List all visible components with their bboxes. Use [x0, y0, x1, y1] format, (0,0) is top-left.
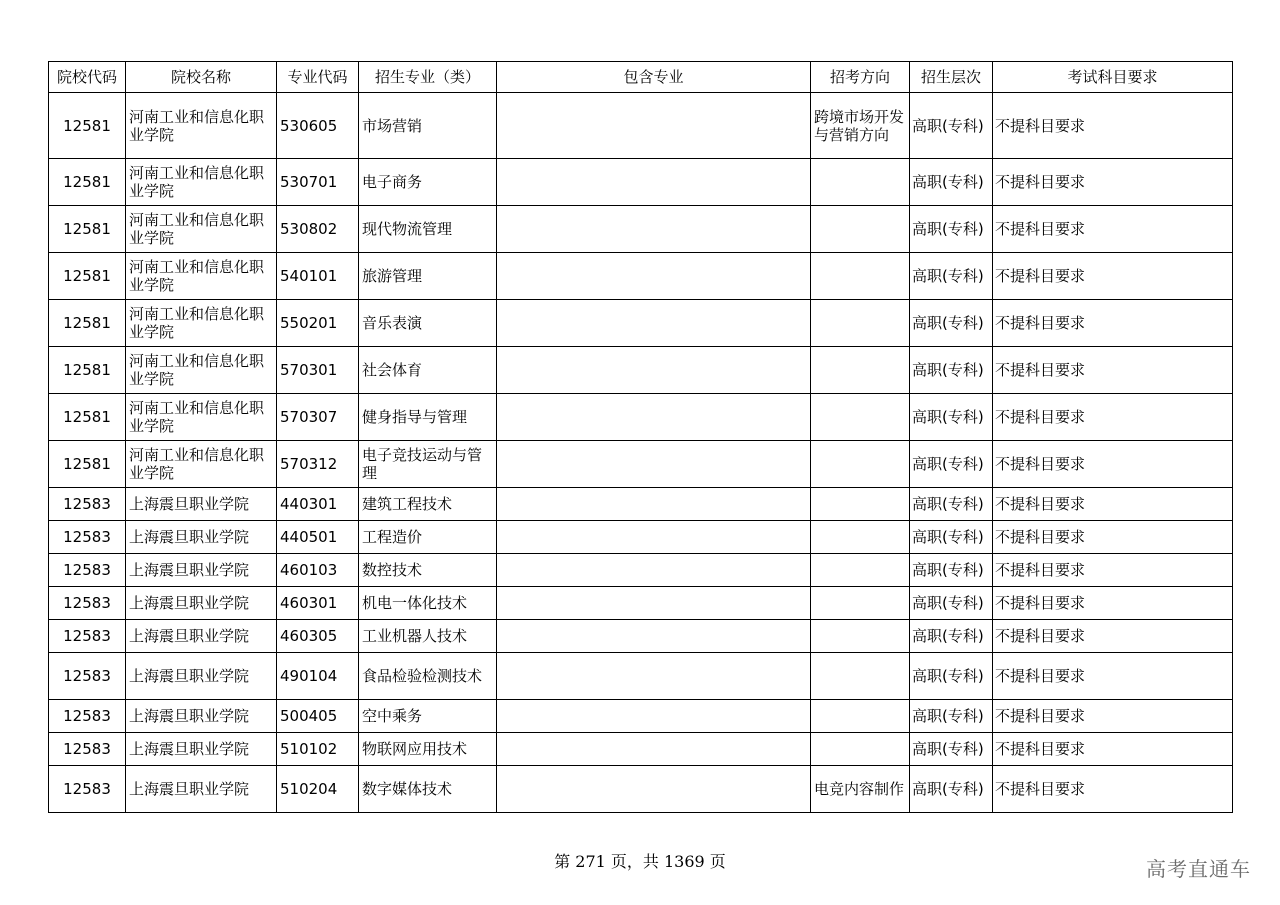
requirements-cell: 不提科目要求 — [993, 93, 1233, 159]
table-row — [49, 93, 1233, 159]
included-majors-cell — [497, 253, 811, 300]
header-level: 招生层次 — [910, 62, 993, 93]
school-name-cell: 河南工业和信息化职业学院 — [126, 441, 277, 488]
major-cell: 食品检验检测技术 — [359, 653, 497, 700]
major-code-cell: 440501 — [277, 521, 359, 554]
direction-cell — [811, 206, 910, 253]
major-cell: 建筑工程技术 — [359, 488, 497, 521]
school-code-cell: 12581 — [49, 253, 126, 300]
major-code-cell: 490104 — [277, 653, 359, 700]
table-row — [49, 394, 1233, 441]
requirements-cell: 不提科目要求 — [993, 394, 1233, 441]
school-name-cell: 上海震旦职业学院 — [126, 488, 277, 521]
direction-cell — [811, 300, 910, 347]
table-row — [49, 733, 1233, 766]
direction-cell — [811, 253, 910, 300]
school-name-cell: 上海震旦职业学院 — [126, 620, 277, 653]
major-cell: 电子商务 — [359, 159, 497, 206]
school-code-cell: 12583 — [49, 554, 126, 587]
table-row — [49, 620, 1233, 653]
level-cell: 高职(专科) — [910, 700, 993, 733]
requirements-cell: 不提科目要求 — [993, 300, 1233, 347]
direction-cell — [811, 620, 910, 653]
header-requirements: 考试科目要求 — [993, 62, 1233, 93]
included-majors-cell — [497, 159, 811, 206]
table-row — [49, 700, 1233, 733]
watermark: 高考直通车 — [1146, 857, 1251, 881]
admissions-table — [48, 61, 1233, 813]
school-name-cell: 河南工业和信息化职业学院 — [126, 394, 277, 441]
requirements-cell: 不提科目要求 — [993, 488, 1233, 521]
direction-cell: 电竞内容制作 — [811, 766, 910, 813]
included-majors-cell — [497, 620, 811, 653]
requirements-cell: 不提科目要求 — [993, 159, 1233, 206]
school-name-cell: 上海震旦职业学院 — [126, 766, 277, 813]
table-row — [49, 554, 1233, 587]
header-school-code: 院校代码 — [49, 62, 126, 93]
included-majors-cell — [497, 587, 811, 620]
major-cell: 现代物流管理 — [359, 206, 497, 253]
school-code-cell: 12581 — [49, 441, 126, 488]
major-code-cell: 570301 — [277, 347, 359, 394]
requirements-cell: 不提科目要求 — [993, 554, 1233, 587]
major-cell: 市场营销 — [359, 93, 497, 159]
level-cell: 高职(专科) — [910, 488, 993, 521]
level-cell: 高职(专科) — [910, 394, 993, 441]
included-majors-cell — [497, 300, 811, 347]
level-cell: 高职(专科) — [910, 620, 993, 653]
level-cell: 高职(专科) — [910, 521, 993, 554]
major-code-cell: 460103 — [277, 554, 359, 587]
included-majors-cell — [497, 347, 811, 394]
included-majors-cell — [497, 700, 811, 733]
requirements-cell: 不提科目要求 — [993, 653, 1233, 700]
major-cell: 工程造价 — [359, 521, 497, 554]
school-name-cell: 上海震旦职业学院 — [126, 554, 277, 587]
table-body — [49, 93, 1233, 813]
level-cell: 高职(专科) — [910, 733, 993, 766]
school-code-cell: 12583 — [49, 700, 126, 733]
school-code-cell: 12581 — [49, 206, 126, 253]
major-code-cell: 510204 — [277, 766, 359, 813]
direction-cell — [811, 554, 910, 587]
school-name-cell: 上海震旦职业学院 — [126, 587, 277, 620]
requirements-cell: 不提科目要求 — [993, 206, 1233, 253]
direction-cell — [811, 394, 910, 441]
direction-cell — [811, 347, 910, 394]
major-cell: 健身指导与管理 — [359, 394, 497, 441]
direction-cell — [811, 159, 910, 206]
direction-cell — [811, 488, 910, 521]
school-name-cell: 河南工业和信息化职业学院 — [126, 253, 277, 300]
level-cell: 高职(专科) — [910, 554, 993, 587]
school-code-cell: 12583 — [49, 733, 126, 766]
included-majors-cell — [497, 554, 811, 587]
included-majors-cell — [497, 733, 811, 766]
major-cell: 数控技术 — [359, 554, 497, 587]
major-cell: 旅游管理 — [359, 253, 497, 300]
major-code-cell: 460305 — [277, 620, 359, 653]
included-majors-cell — [497, 766, 811, 813]
header-row — [49, 62, 1233, 93]
header-school-name: 院校名称 — [126, 62, 277, 93]
level-cell: 高职(专科) — [910, 206, 993, 253]
level-cell: 高职(专科) — [910, 653, 993, 700]
header-major: 招生专业（类） — [359, 62, 497, 93]
major-code-cell: 530605 — [277, 93, 359, 159]
table-row — [49, 347, 1233, 394]
major-cell: 机电一体化技术 — [359, 587, 497, 620]
major-code-cell: 570312 — [277, 441, 359, 488]
major-code-cell: 540101 — [277, 253, 359, 300]
level-cell: 高职(专科) — [910, 93, 993, 159]
level-cell: 高职(专科) — [910, 300, 993, 347]
major-code-cell: 530701 — [277, 159, 359, 206]
major-cell: 社会体育 — [359, 347, 497, 394]
school-name-cell: 上海震旦职业学院 — [126, 733, 277, 766]
table-row — [49, 300, 1233, 347]
school-name-cell: 河南工业和信息化职业学院 — [126, 93, 277, 159]
school-name-cell: 河南工业和信息化职业学院 — [126, 300, 277, 347]
requirements-cell: 不提科目要求 — [993, 347, 1233, 394]
requirements-cell: 不提科目要求 — [993, 766, 1233, 813]
major-cell: 工业机器人技术 — [359, 620, 497, 653]
included-majors-cell — [497, 653, 811, 700]
requirements-cell: 不提科目要求 — [993, 587, 1233, 620]
table-header — [49, 62, 1233, 93]
major-cell: 物联网应用技术 — [359, 733, 497, 766]
requirements-cell: 不提科目要求 — [993, 733, 1233, 766]
school-code-cell: 12583 — [49, 488, 126, 521]
table-row — [49, 253, 1233, 300]
table-row — [49, 441, 1233, 488]
header-major-code: 专业代码 — [277, 62, 359, 93]
major-cell: 音乐表演 — [359, 300, 497, 347]
level-cell: 高职(专科) — [910, 253, 993, 300]
table-row — [49, 766, 1233, 813]
major-code-cell: 530802 — [277, 206, 359, 253]
school-name-cell: 河南工业和信息化职业学院 — [126, 159, 277, 206]
table-row — [49, 521, 1233, 554]
requirements-cell: 不提科目要求 — [993, 521, 1233, 554]
requirements-cell: 不提科目要求 — [993, 441, 1233, 488]
school-name-cell: 上海震旦职业学院 — [126, 653, 277, 700]
table-row — [49, 206, 1233, 253]
requirements-cell: 不提科目要求 — [993, 700, 1233, 733]
school-code-cell: 12583 — [49, 587, 126, 620]
included-majors-cell — [497, 394, 811, 441]
included-majors-cell — [497, 206, 811, 253]
direction-cell — [811, 521, 910, 554]
level-cell: 高职(专科) — [910, 441, 993, 488]
table-row — [49, 587, 1233, 620]
school-name-cell: 上海震旦职业学院 — [126, 521, 277, 554]
direction-cell — [811, 700, 910, 733]
table-row — [49, 488, 1233, 521]
level-cell: 高职(专科) — [910, 159, 993, 206]
major-cell: 数字媒体技术 — [359, 766, 497, 813]
school-name-cell: 上海震旦职业学院 — [126, 700, 277, 733]
header-included-majors: 包含专业 — [497, 62, 811, 93]
school-code-cell: 12583 — [49, 521, 126, 554]
major-code-cell: 510102 — [277, 733, 359, 766]
major-code-cell: 440301 — [277, 488, 359, 521]
level-cell: 高职(专科) — [910, 766, 993, 813]
school-code-cell: 12581 — [49, 347, 126, 394]
included-majors-cell — [497, 441, 811, 488]
major-code-cell: 500405 — [277, 700, 359, 733]
major-cell: 空中乘务 — [359, 700, 497, 733]
requirements-cell: 不提科目要求 — [993, 253, 1233, 300]
major-code-cell: 460301 — [277, 587, 359, 620]
major-cell: 电子竞技运动与管理 — [359, 441, 497, 488]
school-code-cell: 12581 — [49, 159, 126, 206]
table-row — [49, 159, 1233, 206]
school-name-cell: 河南工业和信息化职业学院 — [126, 206, 277, 253]
header-direction: 招考方向 — [811, 62, 910, 93]
direction-cell: 跨境市场开发与营销方向 — [811, 93, 910, 159]
school-name-cell: 河南工业和信息化职业学院 — [126, 347, 277, 394]
school-code-cell: 12583 — [49, 766, 126, 813]
included-majors-cell — [497, 93, 811, 159]
direction-cell — [811, 653, 910, 700]
page-footer: 第 271 页，共 1369 页 — [554, 852, 726, 871]
major-code-cell: 570307 — [277, 394, 359, 441]
direction-cell — [811, 587, 910, 620]
direction-cell — [811, 733, 910, 766]
direction-cell — [811, 441, 910, 488]
major-code-cell: 550201 — [277, 300, 359, 347]
level-cell: 高职(专科) — [910, 587, 993, 620]
requirements-cell: 不提科目要求 — [993, 620, 1233, 653]
level-cell: 高职(专科) — [910, 347, 993, 394]
school-code-cell: 12581 — [49, 394, 126, 441]
included-majors-cell — [497, 521, 811, 554]
school-code-cell: 12581 — [49, 300, 126, 347]
school-code-cell: 12581 — [49, 93, 126, 159]
school-code-cell: 12583 — [49, 620, 126, 653]
table-row — [49, 653, 1233, 700]
included-majors-cell — [497, 488, 811, 521]
school-code-cell: 12583 — [49, 653, 126, 700]
